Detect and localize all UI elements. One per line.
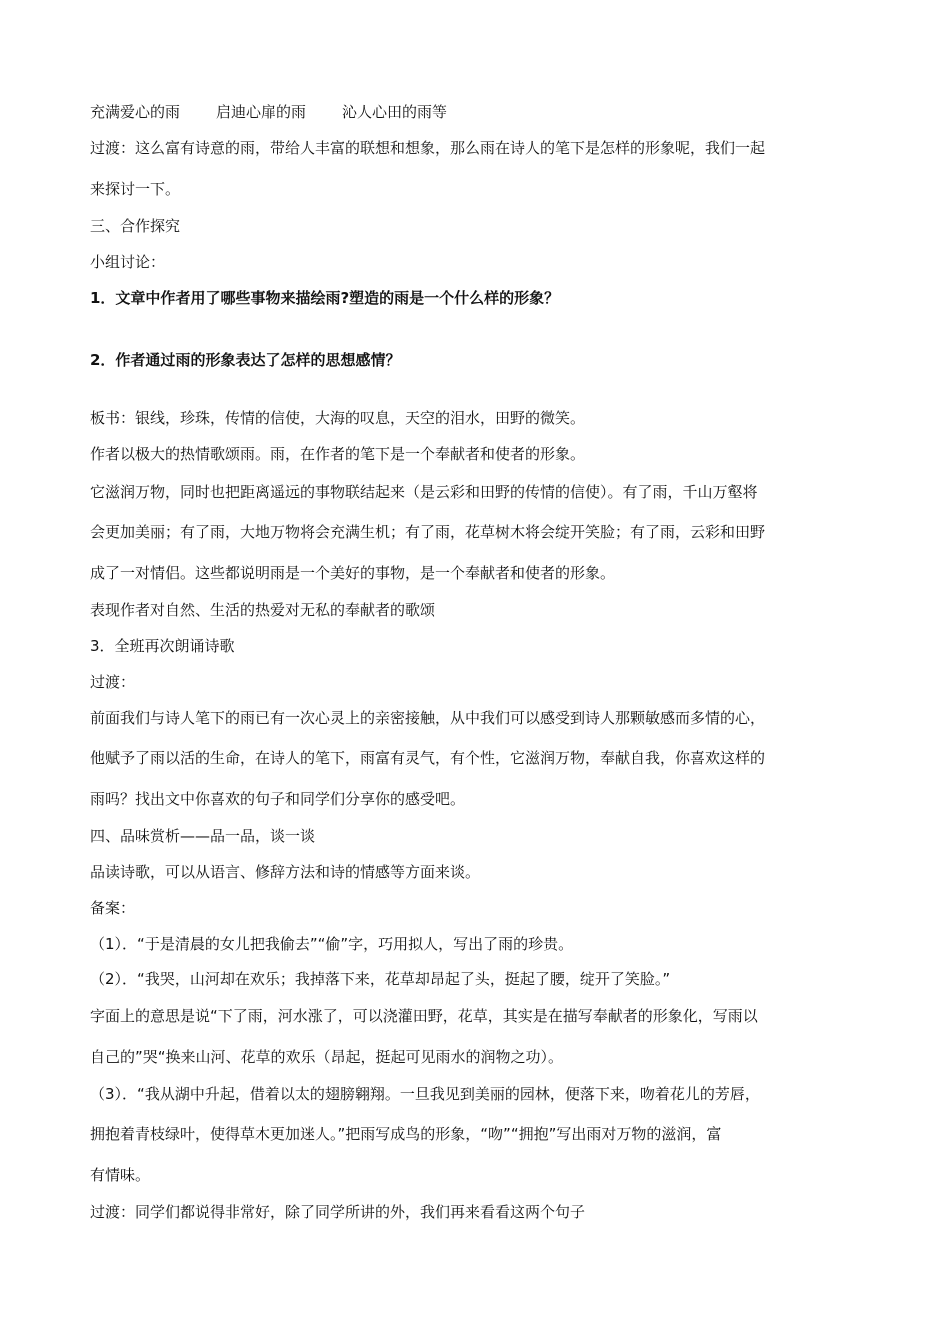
note-item-1: （1）．“于是清晨的女儿把我偷去”“偷”字，巧用拟人，写出了雨的珍贵。 xyxy=(90,935,574,953)
group-discussion-label: 小组讨论： xyxy=(90,253,166,271)
transition-line-2: 来探讨一下。 xyxy=(90,180,181,198)
analysis-line-3: 会更加美丽；有了雨，大地万物将会充满生机；有了雨，花草树木将会绽开笑脸；有了雨，云彩和田野 xyxy=(90,523,766,541)
section-heading-4: 四、品味赏析——品一品，谈一谈 xyxy=(90,827,316,845)
analysis-line-4: 成了一对情侣。这些都说明雨是一个美好的事物，是一个奉献者和使者的形象。 xyxy=(90,564,616,582)
note-item-2-explain-1: 字面上的意思是说“下了雨，河水涨了，可以浇灌田野，花草，其实是在描写奉献者的形象化，写雨以 xyxy=(90,1007,758,1025)
section-heading-3: 三、合作探究 xyxy=(90,217,181,235)
transition-label: 过渡： xyxy=(90,673,136,691)
note-item-2-explain-2: 自己的”哭“换来山河、花草的欢乐（昂起，挺起可见雨水的润物之功）。 xyxy=(90,1048,564,1066)
transition-paragraph-line-3: 雨吗？找出文中你喜欢的句子和同学们分享你的感受吧。 xyxy=(90,790,466,808)
note-item-3-line-3: 有情味。 xyxy=(90,1166,151,1184)
closing-transition: 过渡：同学们都说得非常好，除了同学所讲的外，我们再来看看这两个句子 xyxy=(90,1203,586,1221)
step-3-recite: 3．全班再次朗诵诗歌 xyxy=(90,637,235,655)
note-item-3-line-2: 拥抱着青枝绿叶，使得草木更加迷人。”把雨写成鸟的形象，“吻”“拥抱”写出雨对万物的滋润，富 xyxy=(90,1125,722,1143)
analysis-line-1: 作者以极大的热情歌颂雨。雨，在作者的笔下是一个奉献者和使者的形象。 xyxy=(90,445,586,463)
rain-types-line xyxy=(90,102,870,122)
appreciation-intro: 品读诗歌，可以从语言、修辞方法和诗的情感等方面来谈。 xyxy=(90,863,481,881)
analysis-line-2: 它滋润万物，同时也把距离遥远的事物联结起来（是云彩和田野的传情的信使）。有了雨，千山万壑将 xyxy=(90,483,758,501)
discussion-question-1: 1．文章中作者用了哪些事物来描绘雨?塑造的雨是一个什么样的形象？ xyxy=(90,289,560,307)
transition-paragraph-line-2: 他赋予了雨以活的生命，在诗人的笔下，雨富有灵气，有个性，它滋润万物，奉献自我，你喜欢这样的 xyxy=(90,749,766,767)
notes-label: 备案： xyxy=(90,899,136,917)
note-item-3-line-1: （3）．“我从湖中升起，借着以太的翅膀翱翔。一旦我见到美丽的园林，便落下来，吻着花儿的芳唇， xyxy=(90,1085,760,1103)
transition-paragraph-line-1: 前面我们与诗人笔下的雨已有一次心灵上的亲密接触，从中我们可以感受到诗人那颗敏感而多情的心， xyxy=(90,709,766,727)
rain-type-refresh: 沁人心田的雨等 xyxy=(342,103,448,121)
analysis-conclusion: 表现作者对自然、生活的热爱对无私的奉献者的歌颂 xyxy=(90,601,436,619)
board-notes: 板书：银线，珍珠，传情的信使，大海的叹息，天空的泪水，田野的微笑。 xyxy=(90,409,586,427)
rain-type-inspire: 启迪心扉的雨 xyxy=(216,103,307,121)
transition-line-1: 过渡：这么富有诗意的雨，带给人丰富的联想和想象，那么雨在诗人的笔下是怎样的形象呢，我们一起 xyxy=(90,139,766,157)
rain-type-love: 充满爱心的雨 xyxy=(90,103,181,121)
discussion-question-2: 2．作者通过雨的形象表达了怎样的思想感情？ xyxy=(90,351,401,369)
note-item-2: （2）．“我哭，山河却在欢乐；我掉落下来，花草却昂起了头，挺起了腰，绽开了笑脸。” xyxy=(90,970,671,988)
